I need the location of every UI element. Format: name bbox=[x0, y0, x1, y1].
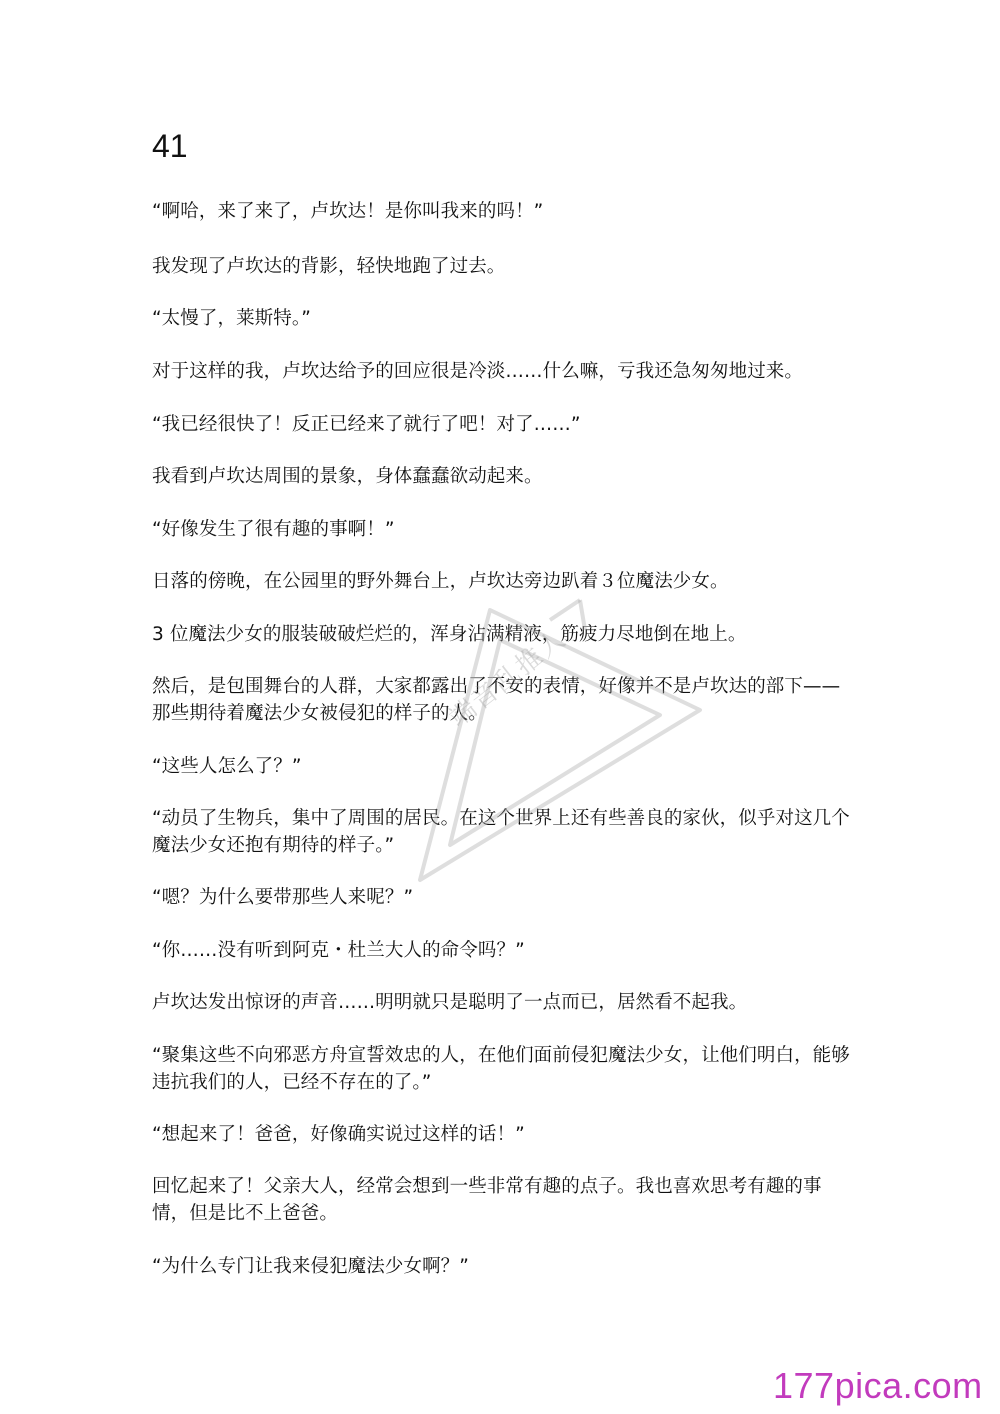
paragraph: 我看到卢坎达周围的景象，身体蠢蠢欲动起来。 bbox=[152, 466, 543, 487]
paragraph: “好像发生了很有趣的事啊！” bbox=[152, 519, 395, 540]
paragraph: “想起来了！爸爸，好像确实说过这样的话！” bbox=[152, 1124, 525, 1145]
paragraph: 回忆起来了！父亲大人，经常会想到一些非常有趣的点子。我也喜欢思考有趣的事情，但是比不上爸爸。 bbox=[152, 1176, 822, 1224]
paragraph: 然后，是包围舞台的人群，大家都露出了不安的表情，好像并不是卢坎达的部下——那些期待着魔法少女被侵犯的样子的人。 bbox=[152, 676, 841, 724]
paragraph: 我发现了卢坎达的背影，轻快地跑了过去。 bbox=[152, 256, 506, 277]
paragraph: “这些人怎么了？” bbox=[152, 756, 302, 777]
watermark-text: 端音乱推人 bbox=[443, 623, 573, 734]
paragraph: “聚集这些不向邪恶方舟宣誓效忠的人，在他们面前侵犯魔法少女，让他们明白，能够违抗我们的人，已经不存在的了。” bbox=[152, 1045, 850, 1093]
chapter-number: 41 bbox=[152, 128, 188, 164]
paragraph: 卢坎达发出惊讶的声音……明明就只是聪明了一点而已，居然看不起我。 bbox=[152, 992, 748, 1013]
paragraph: “啊哈，来了来了，卢坎达！是你叫我来的吗！” bbox=[152, 201, 544, 222]
paragraph: 日落的傍晚，在公园里的野外舞台上，卢坎达旁边趴着３位魔法少女。 bbox=[152, 571, 729, 592]
paragraph: 3 位魔法少女的服装破破烂烂的，浑身沾满精液，筋疲力尽地倒在地上。 bbox=[152, 624, 747, 645]
paragraph: “动员了生物兵，集中了周围的居民。在这个世界上还有些善良的家伙，似乎对这几个魔法少女还抱有期待的样子。” bbox=[152, 808, 850, 856]
site-footer-link[interactable]: 177pica.com bbox=[773, 1365, 983, 1406]
paragraph: “我已经很快了！反正已经来了就行了吧！对了……” bbox=[152, 414, 581, 435]
paragraph: “太慢了，莱斯特。” bbox=[152, 308, 311, 329]
paragraph: “嗯？为什么要带那些人来呢？” bbox=[152, 887, 414, 908]
paragraph: “为什么专门让我来侵犯魔法少女啊？” bbox=[152, 1256, 469, 1277]
paragraph: 对于这样的我，卢坎达给予的回应很是冷淡……什么嘛，亏我还急匆匆地过来。 bbox=[152, 361, 804, 382]
paragraph: “你……没有听到阿克・杜兰大人的命令吗？” bbox=[152, 940, 525, 961]
